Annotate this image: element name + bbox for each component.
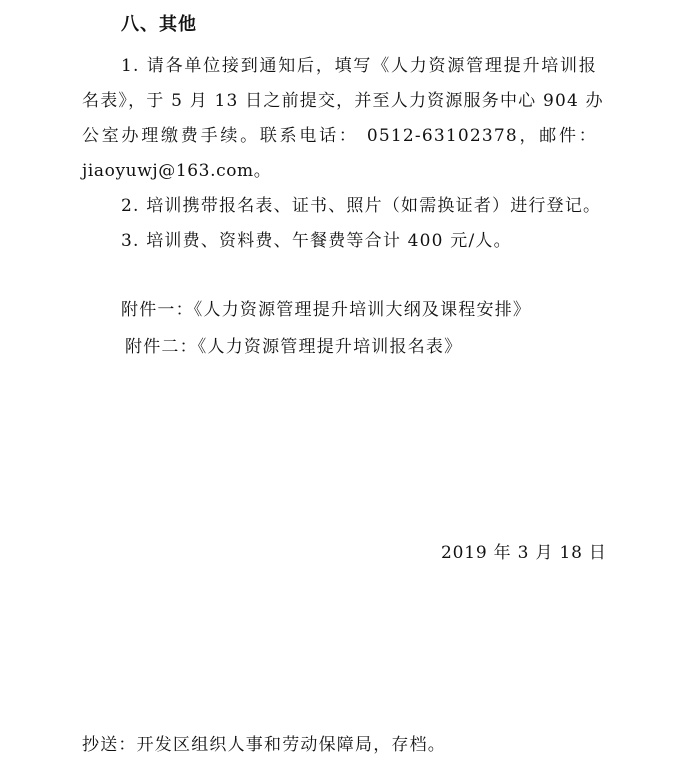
item-1-line-2: 名表》，于 5 月 13 日之前提交，并至人力资源服务中心 904 办 [82,91,604,111]
cc-line: 抄送：开发区组织人事和劳动保障局，存档。 [82,735,446,755]
section-heading: 八、其他 [121,14,197,35]
item-1-line-4-email: jiaoyuwj@163.com。 [82,161,272,181]
item-3-line-1: 3. 培训费、资料费、午餐费等合计 400 元/人。 [121,231,512,251]
item-2-line-1: 2. 培训携带报名表、证书、照片（如需换证者）进行登记。 [121,196,602,216]
item-1-line-1: 1. 请各单位接到通知后，填写《人力资源管理提升培训报 [121,56,597,76]
issue-date: 2019 年 3 月 18 日 [441,543,607,563]
attachment-2: 附件二：《人力资源管理提升培训报名表》 [125,337,463,357]
attachment-1: 附件一：《人力资源管理提升培训大纲及课程安排》 [121,300,532,320]
item-1-line-3: 公室办理缴费手续。联系电话： 0512-63102378，邮件： [82,126,597,146]
